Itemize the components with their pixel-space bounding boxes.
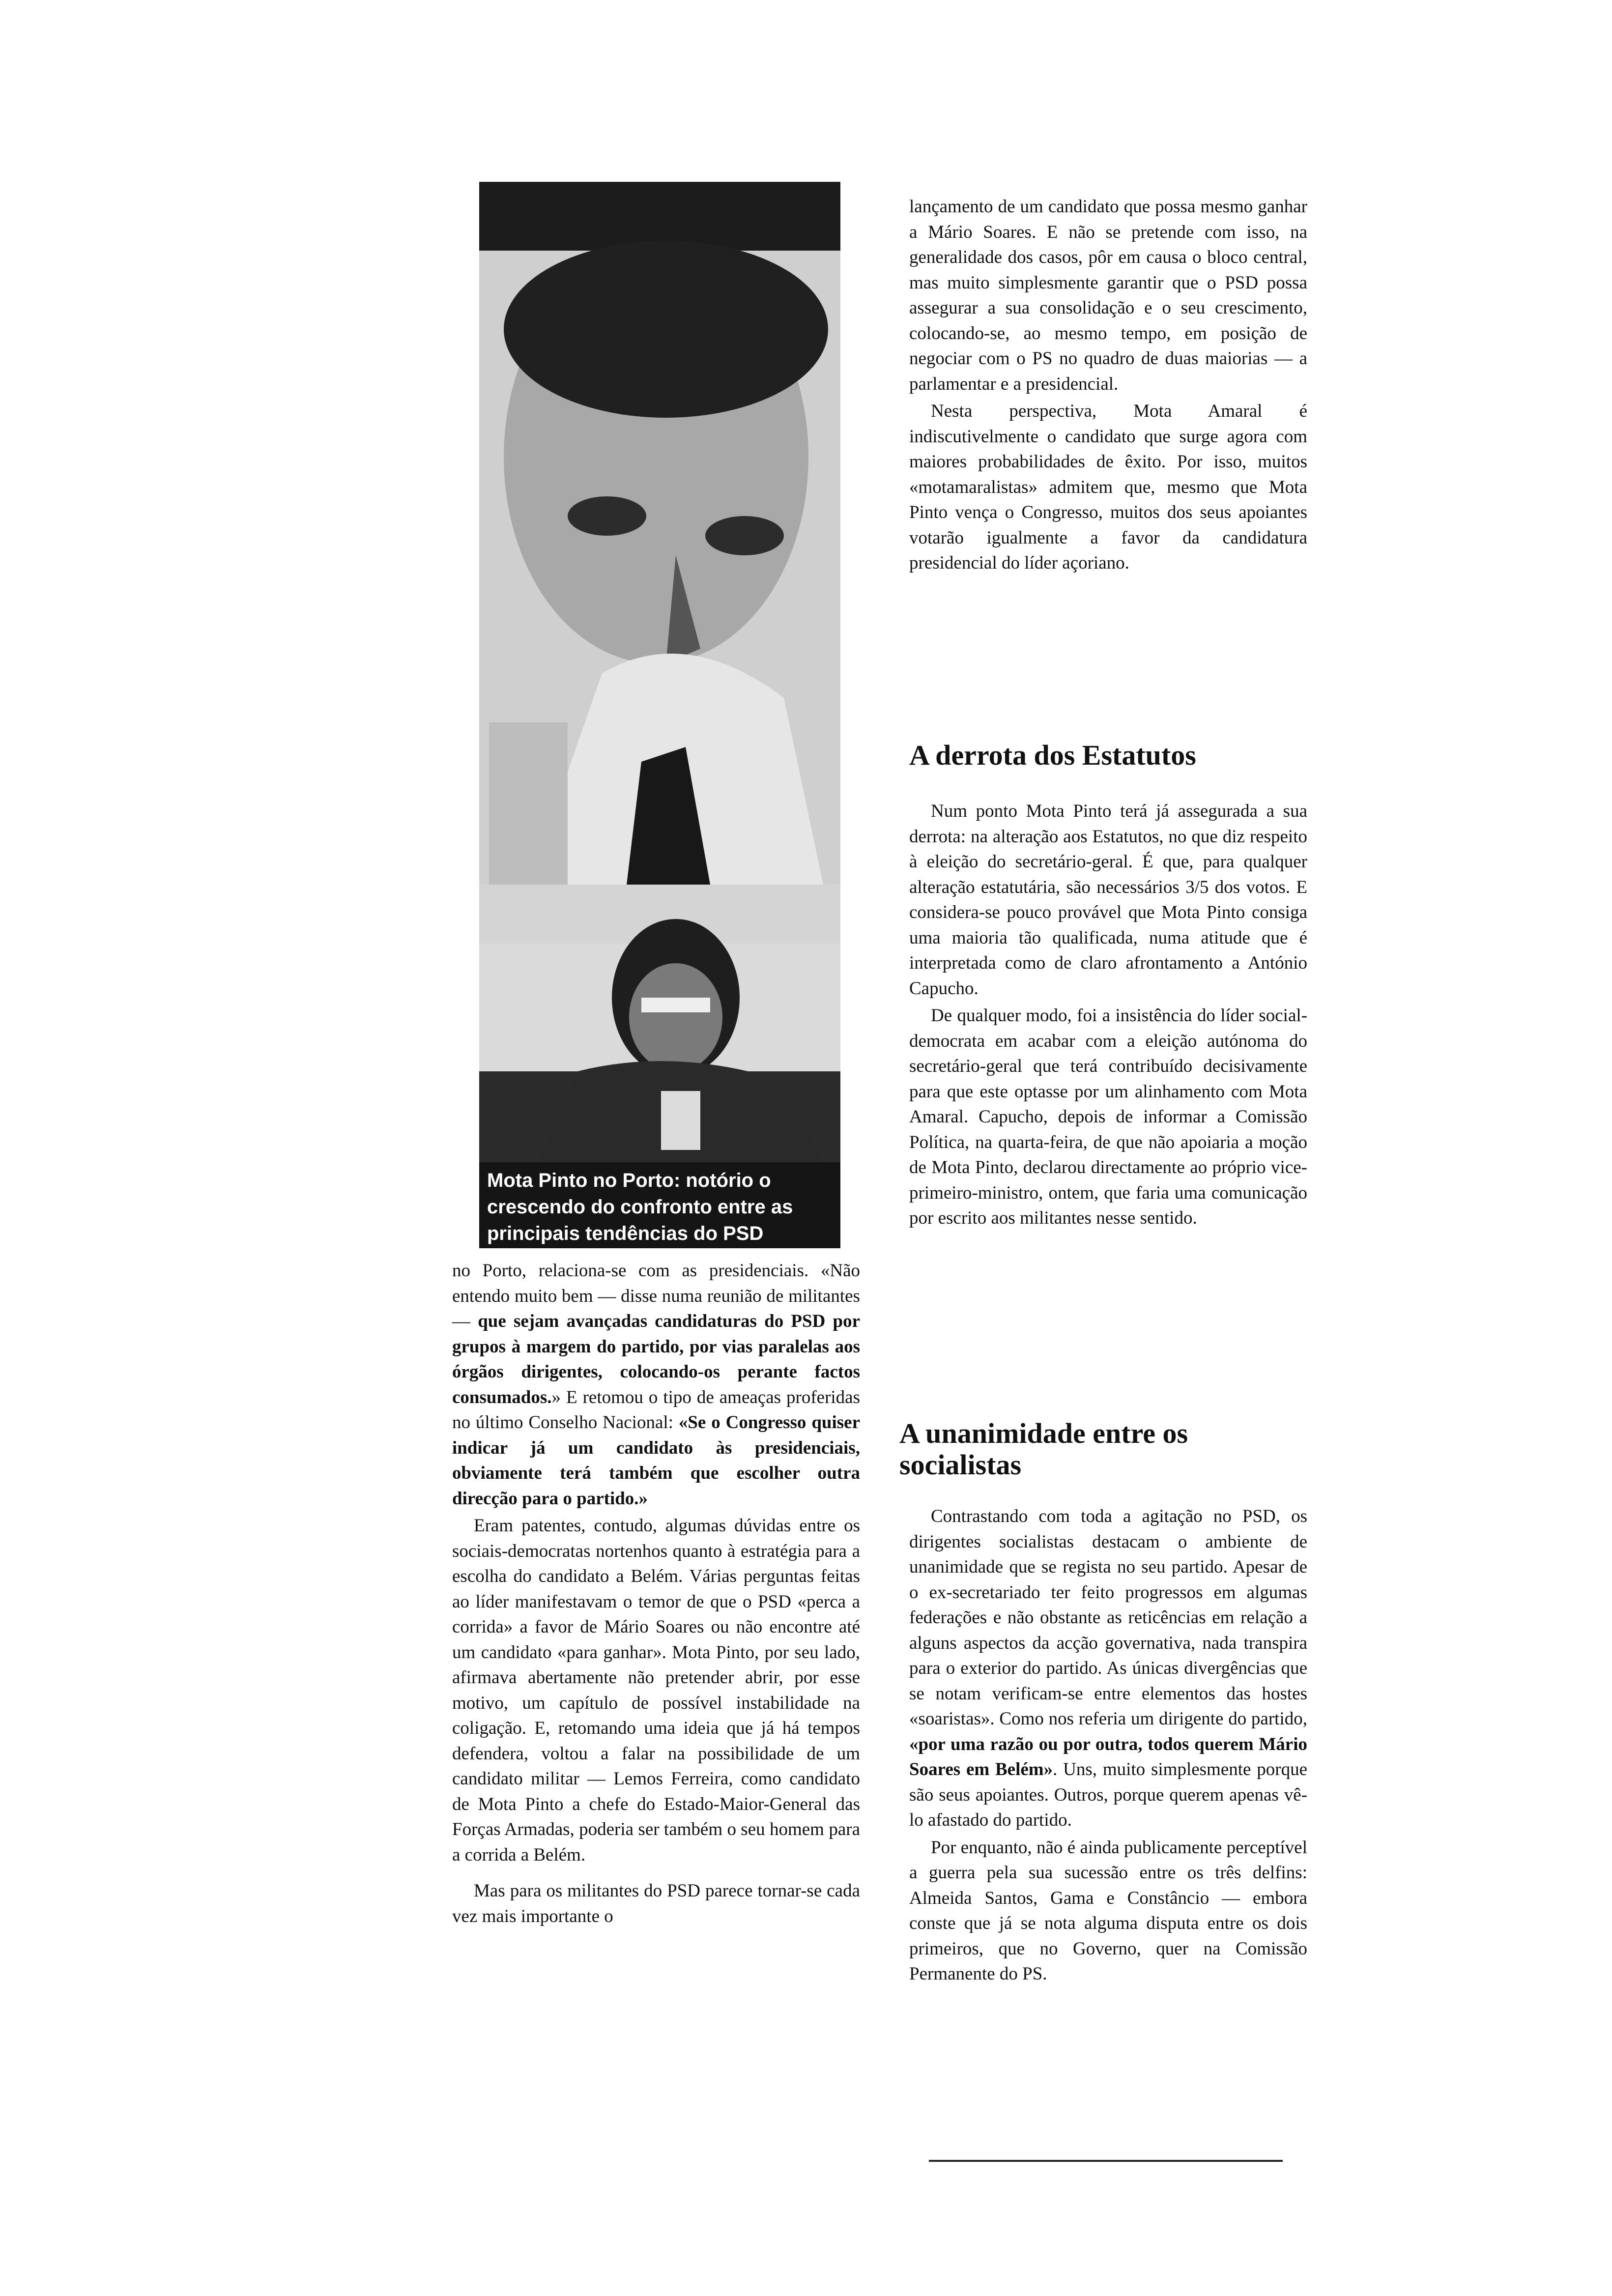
section-socialistas-body (909, 1504, 1307, 1987)
photo-portrait-top-image (479, 182, 840, 885)
left-paragraph-2: Eram patentes, contudo, algumas dúvidas entre os sociais-democratas nortenhos quanto à estratégia para a escolha do candidato a Belém. Várias perguntas feitas ao líder manifestavam o temor de que o PSD «perca a corrida» a favor de Mário Soares ou não encontre até um candidato «para ganhar». Mota Pinto, por seu lado, afirmava abertamente não pretender abrir, por esse motivo, um capítulo de possível instabilidade na coligação. E, retomando uma ideia que já há tempos defendera, voltou a falar na possibilidade de um candidato militar — Lemos Ferreira, como candidato de Mota Pinto a chefe do Estado-Maior-General das Forças Armadas, poderia ser também o seu homem para a corrida a Belém. (452, 1516, 860, 1865)
section-heading-estatutos: A derrota dos Estatutos (909, 739, 1196, 771)
section-heading-socialistas: A unanimidade entre os socialistas (899, 1417, 1188, 1481)
section-estatutos-body (909, 799, 1307, 1231)
estatutos-paragraph-1: Num ponto Mota Pinto terá já assegurada a sua derrota: na alteração aos Estatutos, no que diz respeito à eleição do secretário-geral. É que, para qualquer alteração estatutária, são necessários 3/5 dos votos. E considera-se pouco provável que Mota Pinto consiga uma maioria tão qualificada, numa atitude que é interpretada como de claro afrontamento a António Capucho. (909, 801, 1307, 999)
article-left-column (452, 1258, 860, 1929)
socialistas-paragraph-1: Contrastando com toda a agitação no PSD, os dirigentes socialistas destacam o ambiente de unanimidade que se regista no seu partido. Apesar de o ex-secretariado ter feito progressos em algumas federações e não obstante as reticências em relação a alguns aspectos da acção governativa, nada transpira para o exterior do partido. As únicas divergências que se notam verificam-se entre elementos das hostes «soaristas». Como nos referia um dirigente do partido, «por uma razão ou por outra, todos querem Mário Soares em Belém». Uns, muito simplesmente porque são seus apoiantes. Outros, porque querem apenas vê-lo afastado do partido. (909, 1506, 1307, 1830)
right-paragraph-1: lançamento de um candidato que possa mesmo ganhar a Mário Soares. E não se pretende com isso, na generalidade dos casos, pôr em causa o bloco central, mas muito simplesmente garantir que o PSD possa assegurar a sua consolidação e o seu crescimento, colocando-se, ao mesmo tempo, em posição de negociar com o PS no quadro de duas maiorias — a parlamentar e a presidencial. (909, 197, 1307, 394)
right-paragraph-2: Nesta perspectiva, Mota Amaral é indiscutivelmente o candidato que surge agora com maiores probabilidades de êxito. Por isso, muitos «motamaralistas» admitem que, mesmo que Mota Pinto vença o Congresso, muitos dos seus apoiantes votarão igualmente a favor da candidatura presidencial do líder açoriano. (909, 401, 1307, 573)
photo-caption: Mota Pinto no Porto: notório o crescendo do confronto entre as principais tendências do PSD (479, 1162, 840, 1248)
left-paragraph-1: no Porto, relaciona-se com as presidenciais. «Não entendo muito bem — disse numa reunião de militantes — que sejam avançadas candidaturas do PSD por grupos à margem do partido, por vias paralelas aos órgãos dirigentes, colocando-os perante factos consumados.» E retomou o tipo de ameaças proferidas no último Conselho Nacional: «Se o Congresso quiser indicar já um candidato às presidenciais, obviamente terá também que escolher outra direcção para o partido.» (452, 1261, 861, 1509)
article-right-top (909, 194, 1307, 576)
end-rule (929, 2160, 1283, 2162)
photo-portrait-top (479, 182, 840, 885)
news-photo (479, 182, 840, 1248)
estatutos-paragraph-2: De qualquer modo, foi a insistência do líder social-democrata em acabar com a eleição autónoma do secretário-geral que terá contribuído decisivamente para que este optasse por um alinhamento com Mota Amaral. Capucho, depois de informar a Comissão Política, na quarta-feira, de que não apoiaria a moção de Mota Pinto, declarou directamente ao próprio vice-primeiro-ministro, ontem, que faria uma comunicação por escrito aos militantes nesse sentido. (909, 1005, 1307, 1228)
socialistas-paragraph-2: Por enquanto, não é ainda publicamente perceptível a guerra pela sua sucessão entre os três delfins: Almeida Santos, Gama e Constâncio — embora conste que já se nota alguma disputa entre os dois primeiros, que no Governo, quer na Comissão Permanente do PS. (909, 1837, 1307, 1984)
left-paragraph-3: Mas para os militantes do PSD parece tornar-se cada vez mais importante o (452, 1881, 860, 1926)
